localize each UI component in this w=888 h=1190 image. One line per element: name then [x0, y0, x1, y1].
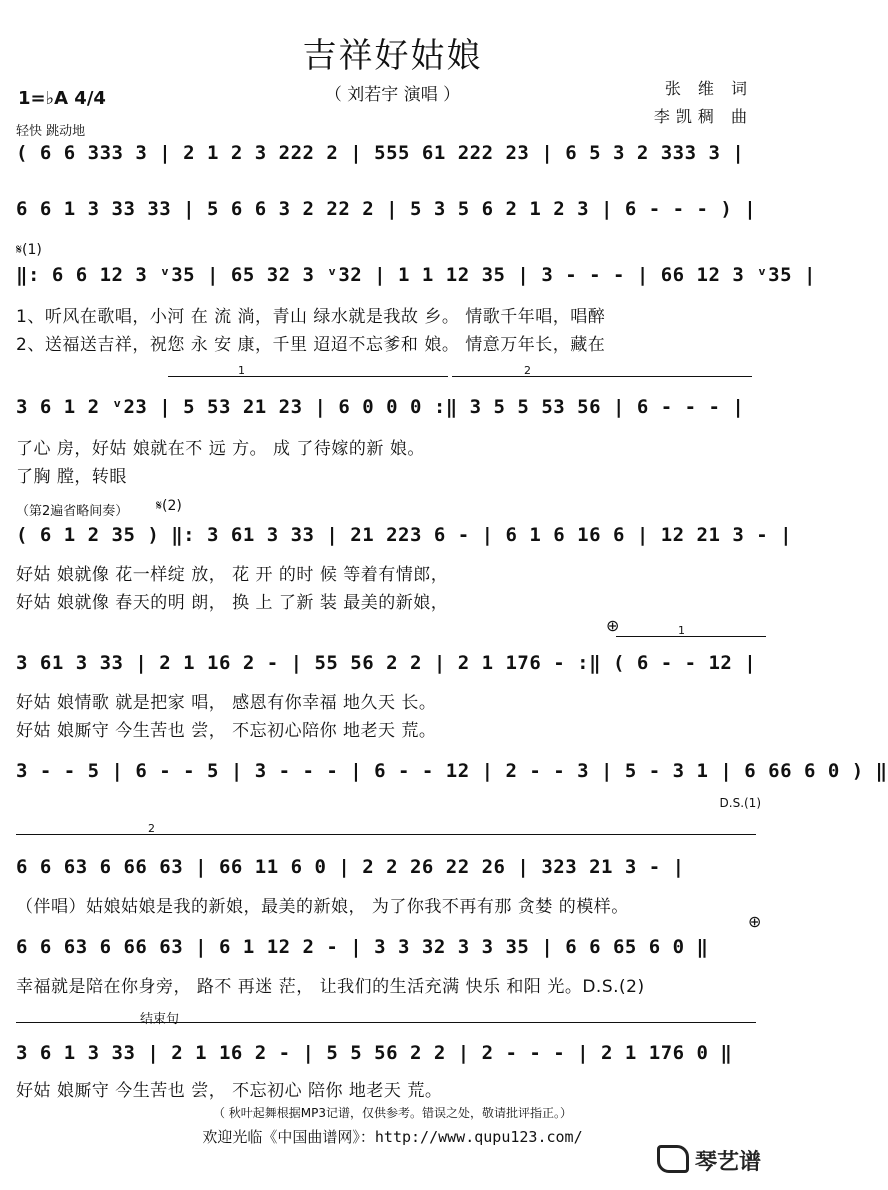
volta-bracket-second-ending — [16, 834, 756, 835]
ds-1-marker: D.S.(1) — [719, 796, 761, 810]
notation-line-3: ‖: 6 6 12 3 ᵛ35 | 65 32 3 ᵛ32 | 1 1 12 35 | 3 - - - | 66 12 3 ᵛ35 | — [16, 264, 816, 286]
lyrics-line-6-verse-2: 好姑 娘厮守 今生苦也 尝， 不忘初心陪你 地老天 荒。 — [16, 721, 437, 741]
volta-coda-number: 1 — [678, 624, 685, 637]
song-title: 吉祥好姑娘 — [302, 36, 483, 76]
lyrics-line-5-verse-2: 好姑 娘就像 春天的明 朗， 换 上 了新 装 最美的新娘， — [16, 593, 449, 613]
lyricist-credit: 张 维 词 — [664, 79, 753, 98]
transcription-note: （ 秋叶起舞根据MP3记谱，仅供参考。错误之处，敬请批评指正。） — [212, 1106, 573, 1120]
volta-bracket-2 — [452, 376, 752, 377]
lyrics-line-5-verse-1: 好姑 娘就像 花一样绽 放， 花 开 的时 候 等着有情郎， — [16, 565, 449, 585]
lyrics-line-3-verse-2: 2、送福送吉祥，祝您 永 安 康，千里 迢迢不忘爹和 娘。 情意万年长，藏在 — [16, 335, 606, 355]
singer-credit: （ 刘若宇 演唱 ） — [324, 85, 461, 105]
volta-2-number: 2 — [524, 364, 531, 377]
notation-line-10: 3 6 1 3 33 | 2 1 16 2 - | 5 5 56 2 2 | 2 - - - | 2 1 176 0 ‖ — [16, 1042, 733, 1064]
coda-bracket — [16, 1022, 756, 1023]
volta-bracket-1 — [168, 376, 448, 377]
segno-2-marker: 𝄋(2) — [156, 498, 182, 514]
key-signature: 1=♭A 4/4 — [18, 88, 106, 109]
notation-line-9: 6 6 63 6 66 63 | 6 1 12 2 - | 3 3 32 3 3 35 | 6 6 65 6 0 ‖ — [16, 936, 709, 958]
composer-credit: 李凯稠 曲 — [653, 107, 753, 126]
coda-icon-2: ⊕ — [748, 912, 762, 931]
notation-line-4: 3 6 1 2 ᵛ23 | 5 53 21 23 | 6 0 0 0 :‖ 3 5 5 53 56 | 6 - - - | — [16, 396, 745, 418]
notation-line-6: 3 61 3 33 | 2 1 16 2 - | 55 56 2 2 | 2 1 176 - :‖ ( 6 - - 12 | — [16, 652, 757, 674]
notation-line-1: ( 6 6 333 3 | 2 1 2 3 222 2 | 555 61 222 23 | 6 5 3 2 333 3 | — [16, 142, 745, 164]
logo-icon — [657, 1145, 689, 1173]
volta-1-number: 1 — [238, 364, 245, 377]
lyrics-line-6-verse-1: 好姑 娘情歌 就是把家 唱， 感恩有你幸福 地久天 长。 — [16, 693, 437, 713]
lyrics-line-4-verse-2: 了胸 膛，转眼 — [16, 467, 127, 487]
brand-logo — [657, 1145, 761, 1176]
tempo-marking: 轻快 跳动地 — [16, 124, 86, 139]
notation-line-5: ( 6 1 2 35 ) ‖: 3 61 3 33 | 21 223 6 - | 6 1 6 16 6 | 12 21 3 - | — [16, 524, 793, 546]
lyrics-line-3-verse-1: 1、听风在歌唱，小河 在 流 淌，青山 绿水就是我故 乡。 情歌千年唱，唱醉 — [16, 307, 606, 327]
notation-line-7: 3 - - 5 | 6 - - 5 | 3 - - - | 6 - - 12 | 2 - - 3 | 5 - 3 1 | 6 66 6 0 ) ‖ — [16, 760, 888, 782]
volta-bracket-coda — [616, 636, 766, 637]
notation-line-2: 6 6 1 3 33 33 | 5 6 6 3 2 22 2 | 5 3 5 6 2 1 2 3 | 6 - - - ) | — [16, 198, 757, 220]
website-credit[interactable]: 欢迎光临《中国曲谱网》：http://www.qupu123.com/ — [202, 1128, 583, 1146]
lyrics-line-4-verse-1: 了心 房，好姑 娘就在不 远 方。 成 了待嫁的新 娘。 — [16, 439, 425, 459]
notation-line-8: 6 6 63 6 66 63 | 66 11 6 0 | 2 2 26 22 26 | 323 21 3 - | — [16, 856, 685, 878]
lyrics-line-10: 好姑 娘厮守 今生苦也 尝， 不忘初心 陪你 地老天 荒。 — [16, 1081, 443, 1101]
lyrics-line-9: 幸福就是陪在你身旁， 路不 再迷 茫， 让我们的生活充满 快乐 和阳 光。D.S.(2) — [16, 977, 645, 997]
interlude-note: （第2遍省略间奏） — [16, 504, 129, 519]
lyrics-line-8: （伴唱）姑娘姑娘是我的新娘，最美的新娘， 为了你我不再有那 贪婪 的模样。 — [16, 897, 629, 917]
ending-label: 结束句 — [140, 1012, 180, 1027]
segno-1-marker: 𝄋(1) — [16, 242, 42, 258]
volta-second-ending-number: 2 — [148, 822, 155, 835]
logo-text: 琴艺谱 — [694, 1150, 761, 1175]
coda-icon: ⊕ — [606, 616, 620, 635]
